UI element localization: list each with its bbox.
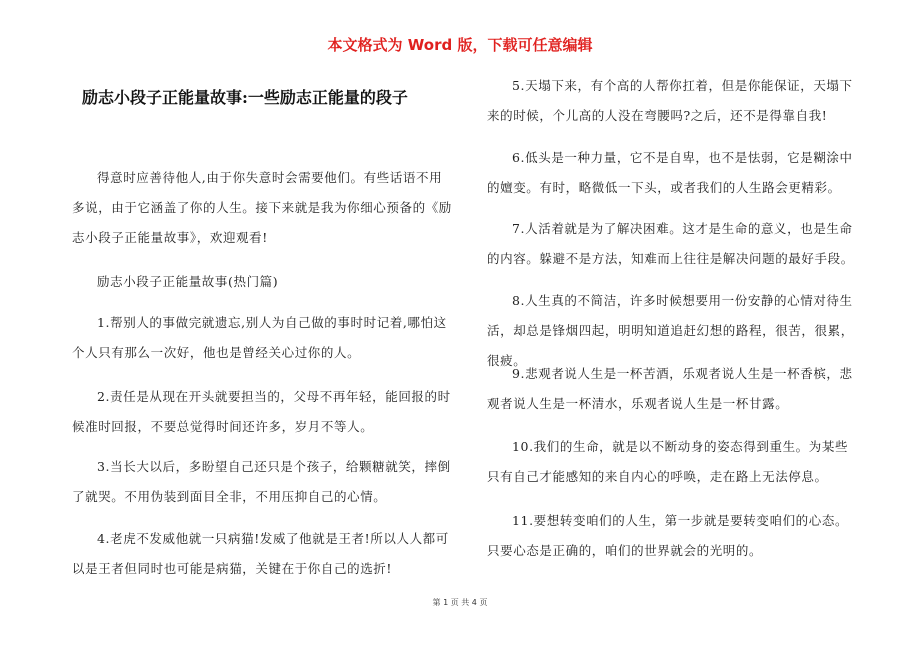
document-title: 励志小段子正能量故事:一些励志正能量的段子 <box>82 88 408 107</box>
page-number-footer: 第 1 页 共 4 页 <box>432 598 488 607</box>
paragraph-5: 5.天塌下来，有个高的人帮你扛着，但是你能保证，天塌下来的时候，个儿高的人没在弯腰吗?之后，还不是得靠自我! <box>487 78 853 123</box>
paragraph-2: 2.责任是从现在开头就要担当的，父母不再年轻，能回报的时候准时回报，不要总觉得时间还许多，岁月不等人。 <box>72 389 451 434</box>
paragraph-6: 6.低头是一种力量，它不是自卑，也不是怯弱，它是糊涂中的嬗变。有时，略微低一下头，或者我们的人生路会更精彩。 <box>487 150 853 195</box>
word-format-banner: 本文格式为 Word 版，下载可任意编辑 <box>327 36 593 54</box>
paragraph-8: 8.人生真的不简洁，许多时候想要用一份安静的心情对待生活，却总是锋烟四起，明明知道追赶幻想的路程，很苦，很累，很疲。 <box>487 293 854 368</box>
paragraph-11: 11.要想转变咱们的人生，第一步就是要转变咱们的心态。只要心态是正确的，咱们的世界就会的光明的。 <box>487 513 849 558</box>
paragraph-4: 4.老虎不发威他就一只病猫!发威了他就是王者!所以人人都可以是王者但同时也可能是病猫，关键在于你自己的选折! <box>72 531 449 576</box>
section-heading: 励志小段子正能量故事(热门篇) <box>97 274 279 289</box>
paragraph-3: 3.当长大以后，多盼望自己还只是个孩子，给颗糖就笑，摔倒了就哭。不用伪装到面目全非，不用压抑自己的心情。 <box>72 459 451 504</box>
intro-paragraph: 得意时应善待他人,由于你失意时会需要他们。有些话语不用多说，由于它涵盖了你的人生。接下来就是我为你细心预备的《励志小段子正能量故事》，欢迎观看! <box>72 170 452 245</box>
paragraph-9: 9.悲观者说人生是一杯苦酒，乐观者说人生是一杯香槟，悲观者说人生是一杯清水，乐观者说人生是一杯甘露。 <box>487 366 853 411</box>
paragraph-1: 1.帮别人的事做完就遗忘,别人为自己做的事时时记着,哪怕这个人只有那么一次好，他也是曾经关心过你的人。 <box>72 315 447 360</box>
paragraph-7: 7.人活着就是为了解决困难。这才是生命的意义，也是生命的内容。躲避不是方法，知难而上往往是解决问题的最好手段。 <box>487 221 854 266</box>
paragraph-10: 10.我们的生命，就是以不断动身的姿态得到重生。为某些只有自己才能感知的来自内心的呼唤，走在路上无法停息。 <box>487 439 849 484</box>
